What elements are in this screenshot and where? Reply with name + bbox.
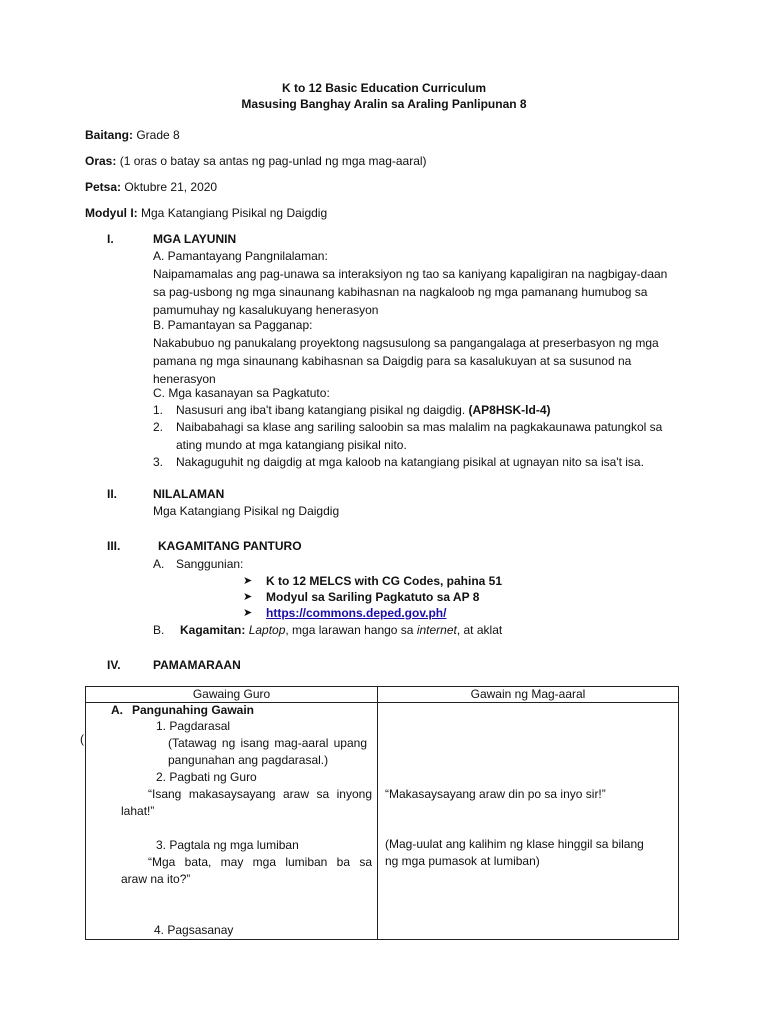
competency-code: (AP8HSK-ld-4) <box>468 403 551 417</box>
kasanayan-title: C. Mga kasanayan sa Pagkatuto: <box>153 386 330 400</box>
pangunahing-gawain-letter: A. <box>111 703 123 717</box>
baitang-line <box>85 127 180 143</box>
petsa-label: Petsa: <box>85 180 122 194</box>
section-4-number: IV. <box>107 658 121 672</box>
section-2-number: II. <box>107 487 118 501</box>
pagsasanay-title: 4. Pagsasanay <box>154 923 234 937</box>
lesson-plan-title: Masusing Banghay Aralin sa Araling Panlipunan 8 <box>241 97 527 111</box>
col-header-gawaing-guro: Gawaing Guro <box>86 687 378 703</box>
reference-1: K to 12 MELCS with CG Codes, pahina 51 <box>266 574 503 588</box>
magaaral-cell <box>378 703 679 940</box>
kagamitan-title: Kagamitan: <box>180 623 246 637</box>
kasanayan-item-2-text: Naibabahagi sa klase ang sariling saloobin sa mas malalim na pagkakaunawa patungkol sa ating mundo at mga katangiang pisikal nito. <box>176 420 663 452</box>
kagamitan-line <box>180 622 502 638</box>
table-header-row <box>86 687 679 703</box>
arrow-bullet-icon: ➤ <box>243 591 253 603</box>
pagtala-line-2: araw na ito?” <box>121 872 191 886</box>
pagtala-title: 3. Pagtala ng mga lumiban <box>156 838 299 852</box>
section-1-number: I. <box>107 232 114 246</box>
kasanayan-item-3-number: 3. <box>153 455 164 469</box>
section-2-title: NILALAMAN <box>153 487 225 501</box>
col-header-gawain-magaaral: Gawain ng Mag-aaral <box>378 687 679 703</box>
kasanayan-item-3-text: Nakaguguhit ng daigdig at mga kaloob na katangiang pisikal at ugnayan nito sa isa't isa. <box>176 455 644 469</box>
pagbati-title: 2. Pagbati ng Guro <box>156 770 257 784</box>
kagamitan-end: , at aklat <box>456 623 503 637</box>
modyul-value: Mga Katangiang Pisikal ng Daigdig <box>141 206 328 220</box>
kasanayan-item-2-number: 2. <box>153 420 164 434</box>
section-3-number: III. <box>107 539 121 553</box>
petsa-value: Oktubre 21, 2020 <box>124 180 218 194</box>
arrow-bullet-icon: ➤ <box>243 575 253 587</box>
kasanayan-item-1-text: Nasusuri ang iba't ibang katangiang pisikal ng daigdig. <box>176 403 466 417</box>
pagbati-line-2: lahat!” <box>121 804 155 818</box>
pagdarasal-line-1: (Tatawag ng isang mag-aaral upang <box>168 736 367 750</box>
arrow-bullet-icon: ➤ <box>243 607 253 619</box>
table-row <box>86 703 679 940</box>
magaaral-response-2-line-1: (Mag-uulat ang kalihim ng klase hinggil sa bilang <box>385 837 644 851</box>
section-4-title: PAMAMARAAN <box>153 658 241 672</box>
oras-label: Oras: <box>85 154 117 168</box>
kagamitan-laptop: Laptop <box>248 623 286 637</box>
pamantayan-pagganap-text: Nakabubuo ng panukalang proyektong nagsusulong sa pangangalaga at preserbasyon ng mga pamana ng mga sinaunang kabihasnan sa Daigdig para sa kasalukuyan at sa susunod na henerasyon <box>153 336 659 386</box>
stray-parenthesis: ( <box>80 732 84 746</box>
nilalaman-text: Mga Katangiang Pisikal ng Daigdig <box>153 504 340 518</box>
pagdarasal-line-2: pangunahan ang pagdarasal.) <box>168 753 329 767</box>
procedure-table <box>85 686 679 940</box>
modyul-label: Modyul I: <box>85 206 138 220</box>
pamantayan-pagganap-title: B. Pamantayan sa Pagganap: <box>153 318 313 332</box>
pagbati-line-1: “Isang makasaysayang araw sa inyong <box>148 787 372 801</box>
kagamitan-mid: , mga larawan hango sa <box>285 623 417 637</box>
pagdarasal-title: 1. Pagdarasal <box>156 719 231 733</box>
kasanayan-item-1-number: 1. <box>153 403 164 417</box>
sanggunian-title: Sanggunian: <box>176 557 244 571</box>
baitang-value: Grade 8 <box>136 128 180 142</box>
section-1-title: MGA LAYUNIN <box>153 232 237 246</box>
magaaral-response-2-line-2: ng mga pumasok at lumiban) <box>385 854 540 868</box>
petsa-line <box>85 179 217 195</box>
curriculum-title: K to 12 Basic Education Curriculum <box>281 81 487 95</box>
guro-cell <box>86 703 378 940</box>
section-3-title: KAGAMITANG PANTURO <box>158 539 302 553</box>
pagtala-line-1: “Mga bata, may mga lumiban ba sa <box>148 855 372 869</box>
magaaral-response-1: “Makasaysayang araw din po sa inyo sir!” <box>385 787 606 801</box>
pamantayang-pangnilalaman-title: A. Pamantayang Pangnilalaman: <box>153 249 328 263</box>
deped-commons-link[interactable]: https://commons.deped.gov.ph/ <box>266 606 447 620</box>
pamantayang-pangnilalaman-text: Naipamamalas ang pag-unawa sa interaksiyon ng tao sa kaniyang kapaligiran na nagbigay-daan sa pag-usbong ng mga sinaunang kabihasnan na nagkaloob ng mga pamanang humubog sa pamumuhay ng kasalukuyang henerasyon <box>153 267 668 317</box>
kagamitan-internet: internet <box>416 623 457 637</box>
kagamitan-label: B. <box>153 623 165 637</box>
kasanayan-item-1 <box>176 402 551 418</box>
oras-line <box>85 153 427 169</box>
modyul-line <box>85 205 327 221</box>
oras-value: (1 oras o batay sa antas ng pag-unlad ng mga mag-aaral) <box>119 154 427 168</box>
sanggunian-label: A. <box>153 557 165 571</box>
pangunahing-gawain-title: Pangunahing Gawain <box>132 703 255 717</box>
reference-2: Modyul sa Sariling Pagkatuto sa AP 8 <box>266 590 480 604</box>
baitang-label: Baitang: <box>85 128 133 142</box>
